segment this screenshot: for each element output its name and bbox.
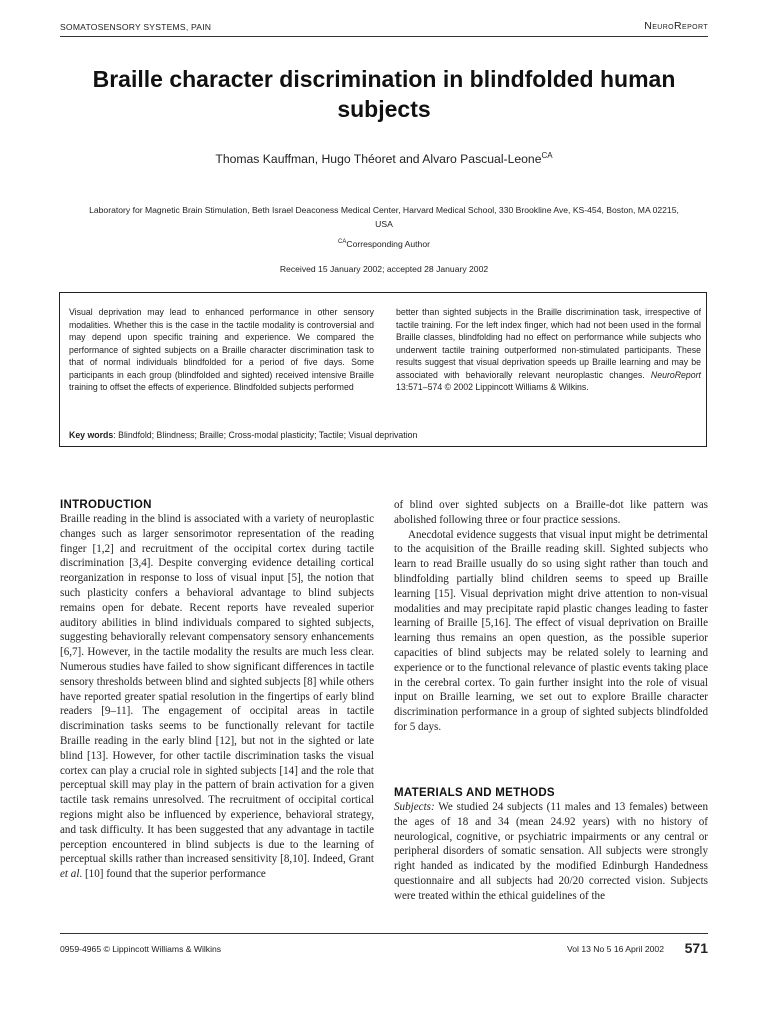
abstract-box bbox=[59, 292, 707, 447]
paragraph-text: Braille reading in the blind is associated with a variety of neuroplastic changes such as larger sensorimotor representation of the reading finger [1,2] and recruitment of the occipital cortex during tactile discrimination [3,4]. Despite converging evidence detailing cortical reorganization in response to loss of visual input [5], the notion that such plasticity confers a behavioral advantage to blind subjects remains open for debate. Recent reports have revealed superior auditory abilities in blind individuals compared to sighted subjects, suggesting behaviorally relevant compensatory sensory enhancements [6,7]. However, in the tactile modality the results are much less clear. Numerous studies have failed to show significant differences in tactile sensory thresholds between blind and sighted subjects [8] while others have reported greater spatial resolution in the fingertips of early blind readers [9–11]. The engagement of occipital areas in tactile discrimination tasks seems to be functionally relevant for tactile Braille reading in the early blind [12], but not in the sighted or late blind [13]. However, for other tactile discrimination tasks the visual cortex can play a crucial role in sighted subjects [14] and the role that perceptual skill may play in the pattern of brain activation for a given tactile task remains unresolved. The recruitment of occipital cortical regions might also be influenced by experience, behavioral strategy, and task difficulty. It has been suggested that any advantage in tactile perception encountered in blind subjects is due to the learning of perceptual skills rather than increased sensitivity [8,10]. Indeed, Grant bbox=[60, 513, 374, 866]
author-list bbox=[60, 152, 708, 166]
paragraph-text: . [10] found that the superior performance bbox=[79, 868, 266, 881]
page-number: 571 bbox=[684, 940, 708, 956]
keywords-label: Key words bbox=[69, 430, 114, 440]
subsection-label: Subjects: bbox=[394, 801, 435, 813]
footer-issue: Vol 13 No 5 16 April 2002 bbox=[567, 944, 664, 954]
author-names: Thomas Kauffman, Hugo Théoret and Alvaro Pascual-Leone bbox=[215, 152, 542, 166]
running-header-journal bbox=[644, 20, 708, 32]
abstract-text: Visual deprivation may lead to enhanced performance in other sensory modalities. Whether this is the case in the tactile modality is controversial and may depend upon specific training and experience. We compared the performance of sighted subjects on a Braille character discrimination task to that of normal individuals blindfolded for a period of five days. Some participants in each group (blindfolded and sighted) received intensive Braille training to offset the effects of experience. Blindfolded subjects performed bbox=[69, 307, 374, 392]
abstract-text-main: better than sighted subjects in the Braille discrimination task, irrespective of tactile training. For the left index finger, which had not been used in the formal Braille classes, blindfolding had no effect on performance while subjects who underwent tactile training outperformed non-stimulated participants. These results suggest that visual deprivation speeds up Braille learning and may be associated with behaviorally relevant neuroplastic changes. bbox=[396, 307, 701, 380]
received-dates: Received 15 January 2002; accepted 28 January 2002 bbox=[279, 264, 489, 274]
section-heading-methods: MATERIALS AND METHODS bbox=[394, 787, 555, 799]
abstract-column-1 bbox=[69, 306, 374, 394]
section-heading-introduction: INTRODUCTION bbox=[60, 499, 152, 511]
body-column-right-intro bbox=[394, 498, 708, 735]
citation-details: 13:571–574 © 2002 Lippincott Williams & Wilkins. bbox=[396, 382, 589, 392]
paragraph-italic: et al bbox=[60, 868, 80, 881]
keywords bbox=[69, 430, 417, 440]
paragraph-text: We studied 24 subjects (11 males and 13 females) between the ages of 18 and 34 (mean 24.92 years) with no history of neurological, cognitive, or psychiatric impairments or any central or peripheral disorders of somatic sensation. All subjects were strongly right handed as indicated by the modified Edinburgh Handedness questionnaire and all subjects had 20/20 corrected vision. Subjects were treated within the ethical guidelines of the bbox=[394, 801, 708, 902]
paragraph: of blind over sighted subjects on a Braille-dot like pattern was abolished following three or four practice sessions. bbox=[394, 499, 708, 526]
paragraph: Anecdotal evidence suggests that visual input might be detrimental to the acquisition of the Braille reading skill. Sighted subjects who learn to read Braille usually do so using sight rather than touch and blindfolding partially blind children seems to speed up Braille learning [15]. Visual deprivation might drive attention to non-visual modalities and may precipitate rapid plastic changes leading to faster learning of Braille [5,16]. The effect of visual deprivation on Braille learning thus remains an open question, as the possible superior capacities of blind subjects may be related solely to learning and experience or to the functional relevance of plastic events taking place in the cerebral cortex. To gain further insight into the role of visual input on Braille learning, we set out to explore Braille character discrimination performance in a group of sighted subjects blindfolded for 5 days. bbox=[394, 528, 708, 733]
corresponding-label: Corresponding Author bbox=[346, 239, 430, 249]
journal-name: NeuroReport bbox=[644, 20, 708, 32]
running-header-section: SOMATOSENSORY SYSTEMS, PAIN bbox=[60, 22, 212, 32]
paragraph bbox=[60, 512, 374, 882]
body-column-left bbox=[60, 498, 374, 882]
body-column-right-methods bbox=[394, 786, 708, 904]
paragraph bbox=[394, 800, 708, 904]
corresponding-author-note bbox=[60, 239, 708, 249]
footer-issn: 0959-4965 © Lippincott Williams & Wilkins bbox=[60, 944, 222, 954]
abstract-column-2 bbox=[396, 306, 701, 394]
corresponding-mark: CA bbox=[541, 150, 553, 160]
affiliation: Laboratory for Magnetic Brain Stimulation, Beth Israel Deaconess Medical Center, Harvard Medical School, 330 Brookline Ave, KS-454, Boston, MA 02215, USA bbox=[89, 205, 679, 229]
header-rule bbox=[60, 36, 708, 37]
article-title: Braille character discrimination in blindfolded human subjects bbox=[92, 66, 676, 122]
keywords-list: : Blindfold; Blindness; Braille; Cross-modal plasticity; Tactile; Visual deprivation bbox=[113, 430, 418, 440]
abstract-text bbox=[396, 306, 701, 394]
citation-journal: NeuroReport bbox=[650, 369, 701, 380]
corresponding-mark: CA bbox=[338, 239, 347, 246]
footer-rule bbox=[60, 933, 708, 934]
